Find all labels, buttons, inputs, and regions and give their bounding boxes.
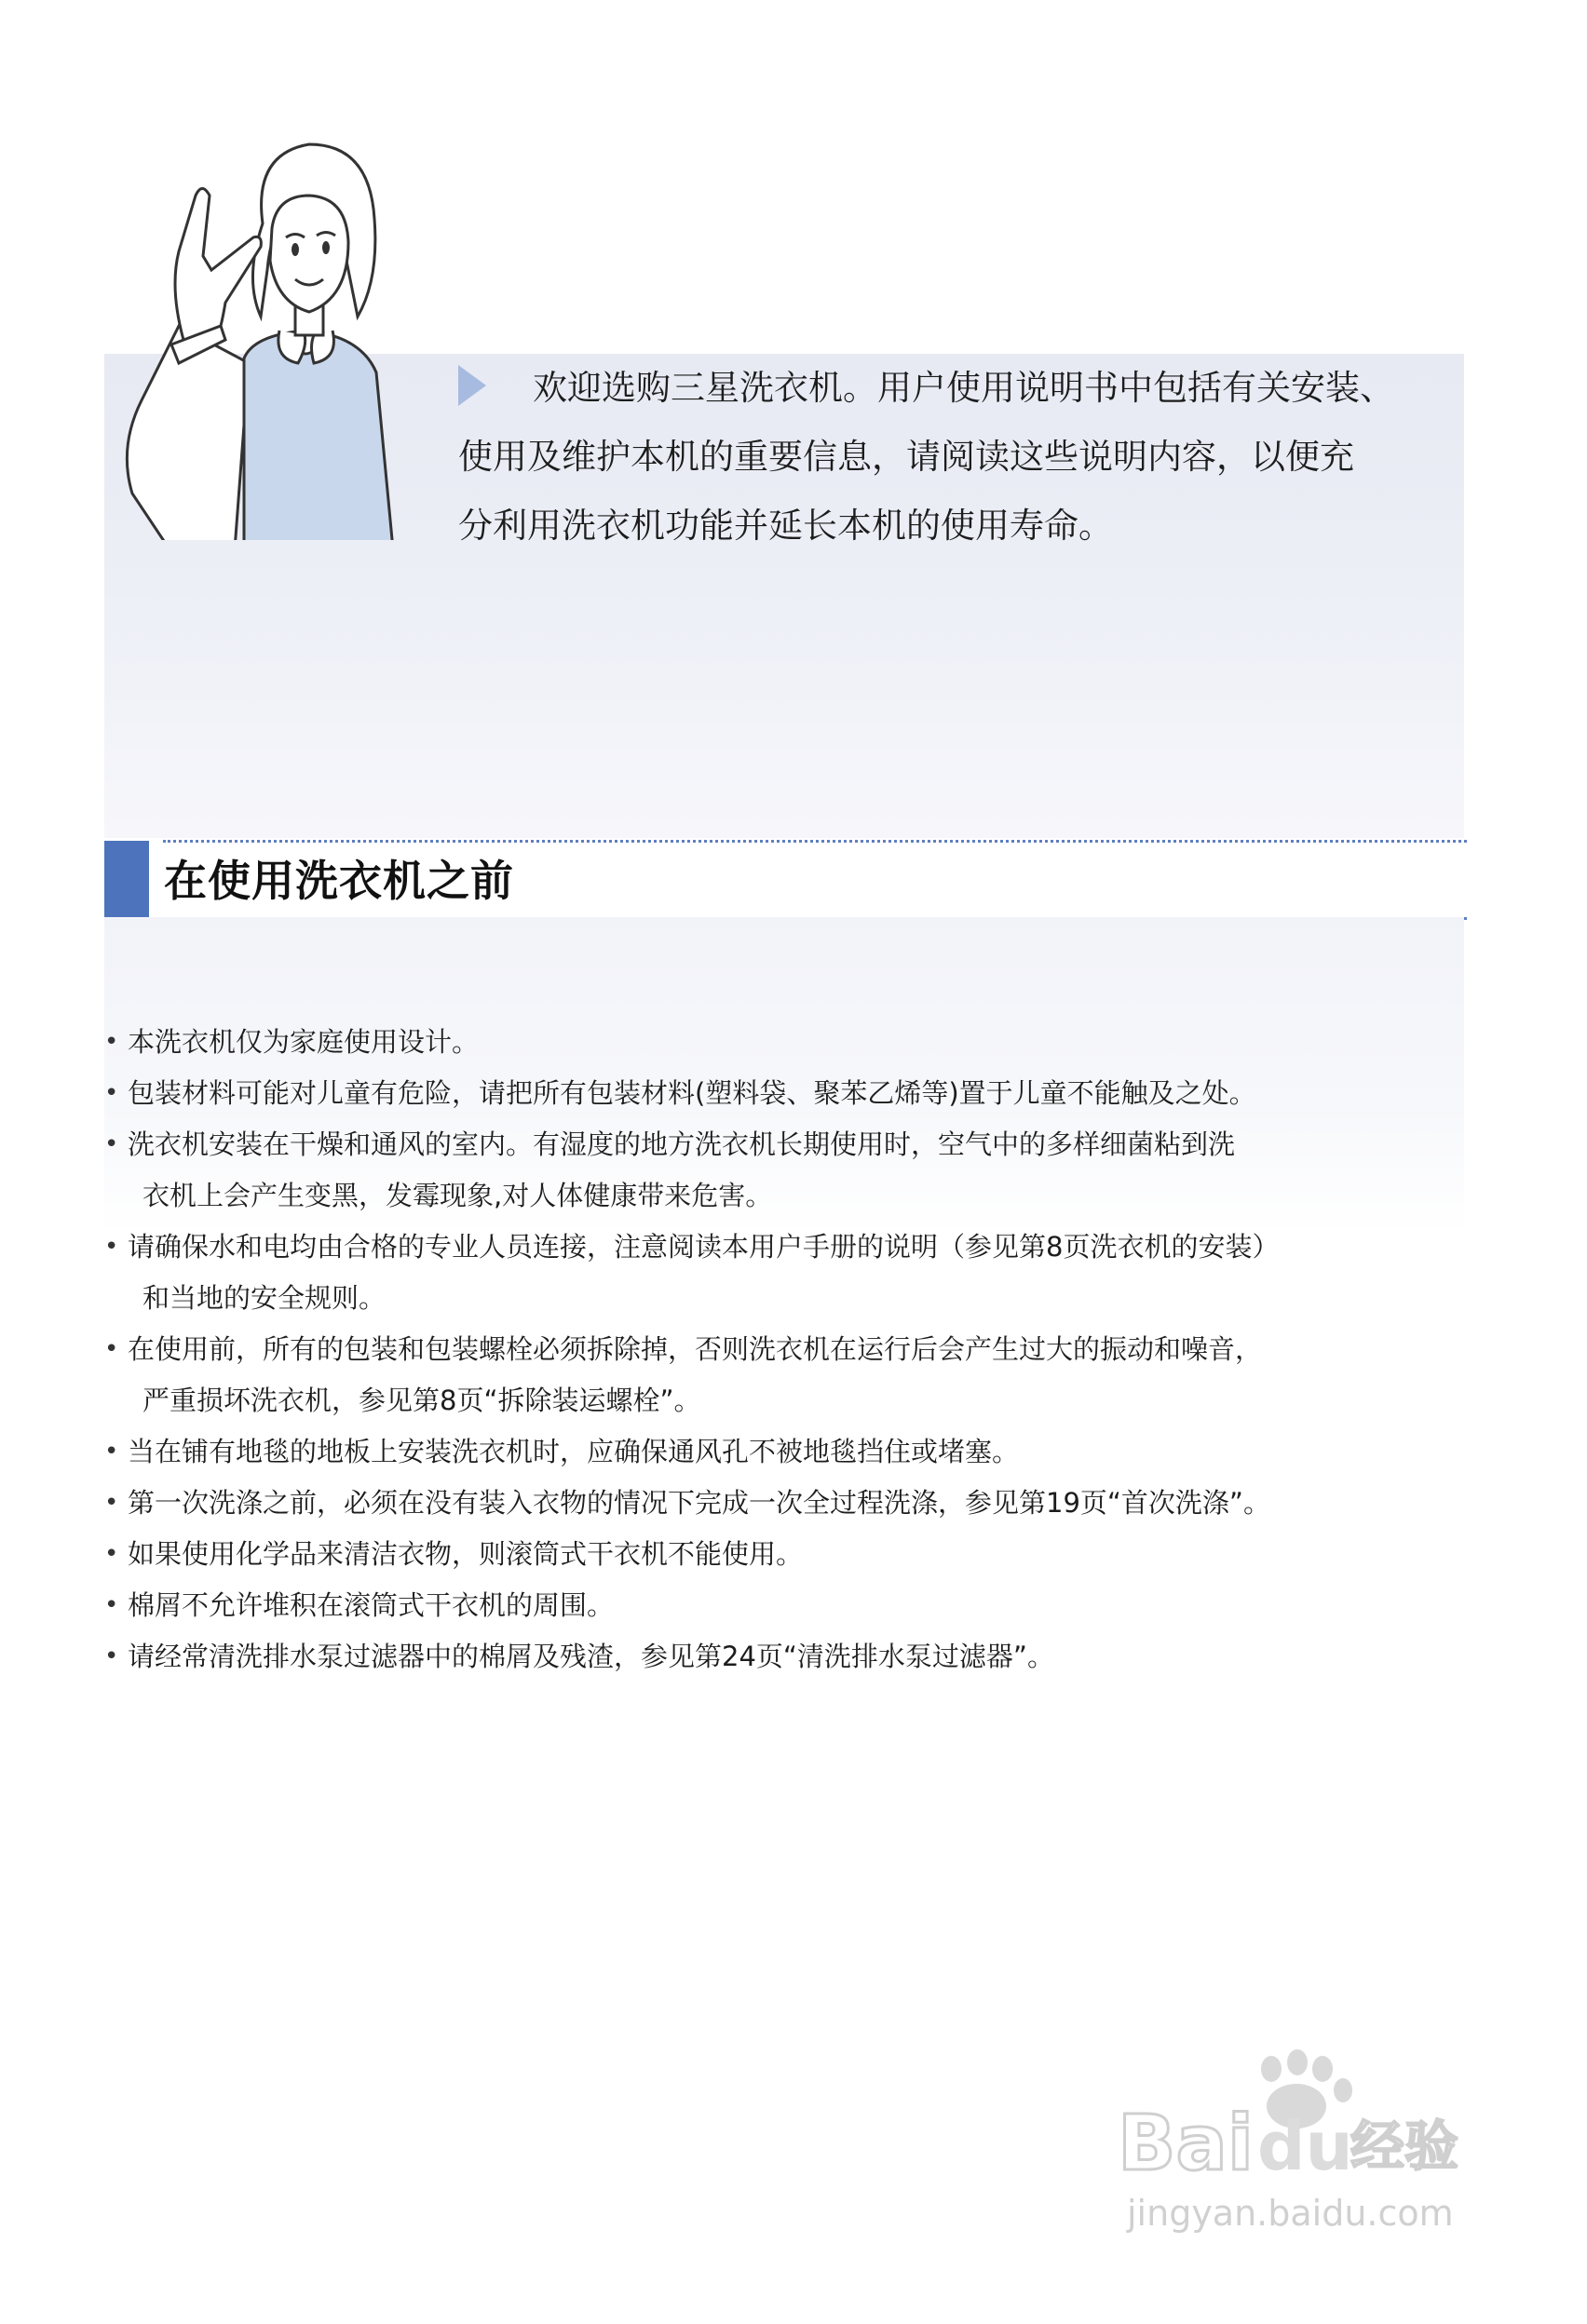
bullet-icon: • <box>104 1642 119 1670</box>
bullet-icon: • <box>104 1489 119 1517</box>
bullet-icon: • <box>104 1438 119 1466</box>
list-item <box>104 1119 1501 1222</box>
list-item <box>104 1222 1501 1324</box>
list-item <box>104 1580 1501 1631</box>
watermark-brand-cn: 经验 <box>1350 2115 1459 2178</box>
list-item <box>104 1017 1501 1068</box>
list-item-text: 当在铺有地毯的地板上安装洗衣机时，应确保通风孔不被地毯挡住或堵塞。 <box>128 1436 1020 1467</box>
baidu-jingyan-watermark <box>1099 2048 1509 2244</box>
section-divider-top <box>163 840 1467 843</box>
list-item-text: 包装材料可能对儿童有危险，请把所有包装材料(塑料袋、聚苯乙烯等)置于儿童不能触及之处。 <box>128 1077 1256 1109</box>
list-item <box>104 1478 1501 1529</box>
list-item-continuation: 严重损坏洗衣机，参见第8页“拆除装运螺栓”。 <box>142 1385 701 1416</box>
list-item <box>104 1426 1501 1478</box>
intro-line: 分利用洗衣机功能并延长本机的使用寿命。 <box>458 506 1113 546</box>
list-item <box>104 1324 1501 1426</box>
list-item-continuation: 衣机上会产生变黑，发霉现象,对人体健康带来危害。 <box>142 1180 773 1211</box>
list-item-text: 第一次洗涤之前，必须在没有装入衣物的情况下完成一次全过程洗涤，参见第19页“首次洗涤”。 <box>128 1487 1270 1519</box>
bullet-icon: • <box>104 1540 119 1568</box>
bullet-icon: • <box>104 1028 119 1056</box>
bullet-icon: • <box>104 1335 119 1363</box>
list-item-text: 如果使用化学品来清洁衣物，则滚筒式干衣机不能使用。 <box>128 1538 804 1570</box>
precaution-list <box>104 1017 1501 1682</box>
intro-paragraph <box>458 354 1455 561</box>
list-item-text: 请确保水和电均由合格的专业人员连接，注意阅读本用户手册的说明（参见第8页洗衣机的安装） <box>128 1231 1280 1263</box>
list-item <box>104 1068 1501 1119</box>
bullet-icon: • <box>104 1233 119 1261</box>
watermark-url: jingyan.baidu.com <box>1127 2193 1454 2234</box>
watermark-brand-left: Bai <box>1118 2100 1254 2188</box>
list-item <box>104 1631 1501 1682</box>
bullet-icon: • <box>104 1079 119 1107</box>
list-item-continuation: 和当地的安全规则。 <box>142 1282 387 1314</box>
list-item <box>104 1529 1501 1580</box>
list-item-text: 在使用前，所有的包装和包装螺栓必须拆除掉，否则洗衣机在运行后会产生过大的振动和噪音， <box>128 1333 1263 1365</box>
intro-line: 使用及维护本机的重要信息，请阅读这些说明内容，以便充 <box>458 437 1354 477</box>
intro-line-text: 欢迎选购三星洗衣机。用户使用说明书中包括有关安装、 <box>533 368 1394 408</box>
watermark-brand-right: du <box>1257 2107 1353 2185</box>
bullet-icon: • <box>104 1130 119 1158</box>
list-item-text: 本洗衣机仅为家庭使用设计。 <box>128 1026 480 1058</box>
list-item-text: 棉屑不允许堆积在滚筒式干衣机的周围。 <box>128 1589 615 1621</box>
list-item-text: 洗衣机安装在干燥和通风的室内。有湿度的地方洗衣机长期使用时，空气中的多样细菌粘到洗 <box>128 1128 1236 1160</box>
list-item-text: 请经常清洗排水泵过滤器中的棉屑及残渣，参见第24页“清洗排水泵过滤器”。 <box>128 1641 1054 1672</box>
intro-line <box>458 354 1455 423</box>
bullet-icon: • <box>104 1591 119 1619</box>
woman-illustration <box>114 140 421 540</box>
section-title: 在使用洗衣机之前 <box>164 856 514 906</box>
section-accent-bar <box>104 841 149 917</box>
